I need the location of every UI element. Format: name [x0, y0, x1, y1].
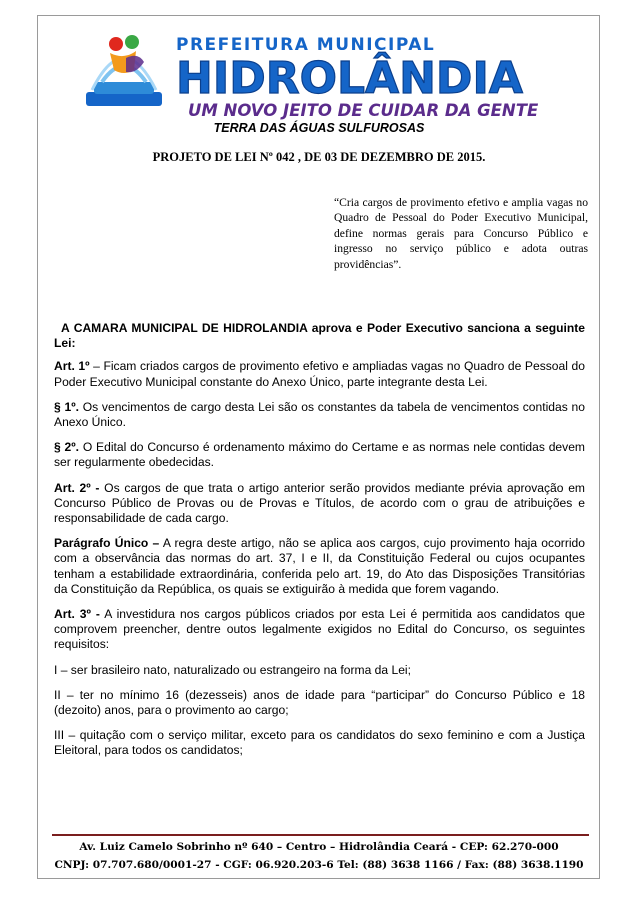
article-1-text: – Ficam criados cargos de provimento efetivo e ampliadas vagas no Quadro de Pessoal do Poder Executivo Municipal constante do Anexo Único, parte integrante desta Lei. — [54, 359, 585, 389]
article-3 — [54, 607, 585, 653]
article-1 — [54, 359, 585, 389]
paragraph-2-text: O Edital do Concurso é ordenamento máximo do Certame e as normas nele contidas devem ser regularmente obedecidas. — [54, 440, 585, 470]
bill-body — [54, 321, 585, 769]
article-1-label: Art. 1º — [54, 359, 90, 374]
article-2-text: Os cargos de que trata o artigo anterior serão providos mediante prévia aprovação em Concurso Público de Provas ou de Provas e Títulos, de acordo com o grau de atribuições e responsabilidade de cada cargo. — [54, 480, 585, 526]
item-1: I – ser brasileiro nato, naturalizado ou estrangeiro na forma da Lei; — [54, 662, 411, 677]
logo-slogan: UM NOVO JEITO DE CUIDAR DA GENTE — [188, 101, 539, 120]
article-2 — [54, 481, 585, 527]
paragraph-1 — [54, 400, 585, 430]
enacting-clause — [54, 321, 585, 351]
paragraph-1-label: § 1º. — [54, 399, 79, 414]
sole-paragraph-label: Parágrafo Único – — [54, 536, 160, 551]
paragraph-1-text: Os vencimentos de cargo desta Lei são os constantes da tabela de vencimentos contidas no Anexo Único. — [54, 399, 585, 430]
enacting-clause-text: A CAMARA MUNICIPAL DE HIDROLANDIA aprova e Poder Executivo sanciona a seguinte Lei: — [54, 321, 585, 351]
article-3-text: A investidura nos cargos públicos criados por esta Lei é permitida aos candidatos que comprovem preencher, dentre outos legalmente exigidos no Edital do Concurso, os seguintes requisitos: — [54, 607, 585, 652]
motto: TERRA DAS ÁGUAS SULFUROSAS — [213, 121, 425, 135]
logo-line1: PREFEITURA MUNICIPAL — [176, 35, 436, 55]
municipality-logo — [80, 20, 590, 123]
logo-name: HIDROLÂNDIA — [176, 53, 523, 104]
fountain-emblem-icon — [86, 35, 162, 106]
paragraph-2 — [54, 440, 585, 470]
footer-divider — [52, 834, 589, 836]
sole-paragraph — [54, 536, 585, 597]
footer-address: Av. Luiz Camelo Sobrinho nº 640 – Centro – Hidrolândia Ceará - CEP: 62.270-000 — [79, 841, 559, 853]
item-2: II – ter no mínimo 16 (dezesseis) anos de idade para “participar” do Concurso Público e 18 (dezoito) anos, para o provimento ao cargo; — [54, 687, 585, 718]
sole-paragraph-text: A regra deste artigo, não se aplica aos cargos, cujo provimento haja ocorrido com a observância das normas do art. 37, I e II, da Constituição Federal ou cujos ocupantes tenham a estabilidade extraordinária, conferida pelo art. 19, do Ato das Disposições Transitórias da Constituição da República, os quais se extiguirão à medida que forem vagando. — [54, 536, 586, 596]
article-2-label: Art. 2º - — [54, 480, 100, 495]
bill-ementa: “Cria cargos de provimento efetivo e amplia vagas no Quadro de Pessoal do Poder Executivo Municipal, define normas gerais para Concurso Público e ingresso no serviço público e adota outras providências”. — [334, 196, 588, 271]
paragraph-2-label: § 2º. — [54, 440, 80, 455]
footer-contacts: CNPJ: 07.707.680/0001-27 - CGF: 06.920.203-6 Tel: (88) 3638 1166 / Fax: (88) 3638.1190 — [54, 859, 584, 871]
item-3: III – quitação com o serviço militar, exceto para os candidatos do sexo feminino e com a Justiça Eleitoral, para todos os candidatos; — [54, 728, 585, 758]
footer — [0, 838, 638, 874]
bill-title: PROJETO DE LEI Nº 042 , DE 03 DE DEZEMBRO DE 2015. — [152, 150, 486, 164]
article-3-label: Art. 3º - — [54, 607, 100, 622]
